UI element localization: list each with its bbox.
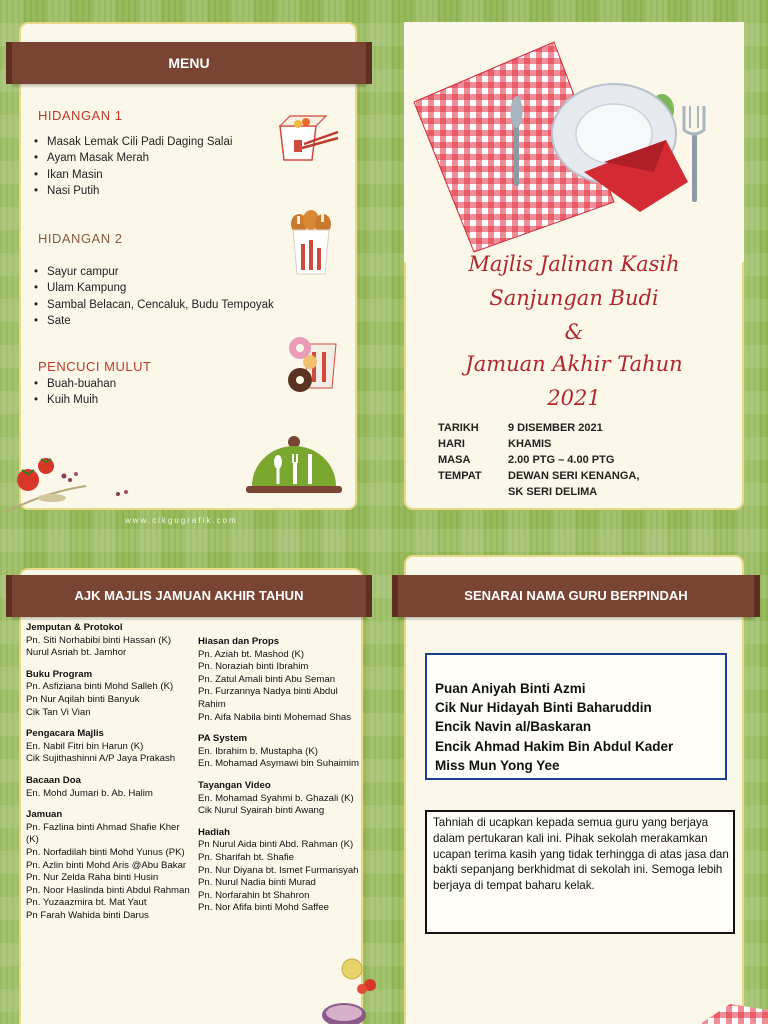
- dish-item: • Masak Lemak Cili Padi Daging Salai: [34, 134, 232, 150]
- dish-item: • Buah-buahan: [34, 376, 116, 392]
- committee-member: Pn. Aifa Nabila binti Mohemad Shas: [198, 711, 352, 723]
- transfer-teachers-panel: [404, 555, 744, 1024]
- dish-item: • Sayur campur: [34, 264, 274, 280]
- info-label: HARI: [438, 438, 465, 450]
- committee-member: En. Mohamad Syahmi b. Ghazali (K): [198, 792, 354, 804]
- committee-member: Pn Nurul Aida binti Abd. Rahman (K): [198, 839, 354, 851]
- course-list-3: [34, 376, 116, 409]
- committee-member: En. Mohamad Asymawi bin Suhaimim: [198, 758, 360, 770]
- committee-member: Cik Tan Vi Vian: [26, 706, 91, 718]
- dish-item: • Sambal Belacan, Cencaluk, Budu Tempoyak: [34, 297, 274, 313]
- committee-member: Pn. Nor Afifa binti Mohd Saffee: [198, 902, 330, 914]
- committee-member: Pn. Fazlina binti Ahmad Shafie Kher (K): [26, 821, 180, 846]
- event-title-line-1: Majlis Jalinan Kasih: [468, 252, 680, 276]
- dish-item: • Ulam Kampung: [34, 280, 274, 296]
- committee-member: Pn. Sharifah bt. Shafie: [198, 851, 294, 863]
- teacher-name: Encik Navin al/Baskaran: [435, 719, 592, 735]
- course-list-2: [34, 264, 274, 329]
- committee-member: Pn. Furzannya Nadya binti Abdul Rahim: [198, 686, 338, 710]
- gingham-corner-decoration: [690, 1000, 768, 1024]
- info-value: DEWAN SERI KENANGA,: [508, 470, 640, 482]
- noodle-box-icon: [276, 114, 340, 166]
- info-row-date: [438, 422, 603, 434]
- info-row-venue-2: [438, 486, 597, 498]
- committee-group: [26, 809, 194, 922]
- menu-title-ribbon: MENU: [12, 42, 366, 84]
- committee-right-column: [198, 636, 366, 924]
- info-row-time: [438, 454, 614, 466]
- info-row-venue: [438, 470, 639, 482]
- info-label: TEMPAT: [438, 470, 482, 482]
- course-heading-2: HIDANGAN 2: [38, 231, 123, 246]
- info-label: MASA: [438, 454, 471, 466]
- committee-member: Pn. Noraziah binti Ibrahim: [198, 661, 309, 673]
- info-label: TARIKH: [438, 422, 479, 434]
- chicken-bucket-icon: [287, 210, 335, 276]
- event-title-ampersand: &: [564, 320, 584, 344]
- event-title-line-2: Sanjungan Budi: [489, 286, 659, 310]
- committee-group-title: Tayangan Video: [198, 779, 271, 791]
- info-value: 2.00 PTG – 4.00 PTG: [508, 454, 615, 466]
- committee-group-title: Buku Program: [26, 668, 93, 680]
- committee-member: Pn. Yuzaazmira bt. Mat Yaut: [26, 897, 147, 909]
- congratulations-message: Tahniah di ucapkan kepada semua guru yang berjaya dalam pertukaran kali ini. Pihak sekolah merakamkan ucapan terima kasih yang tidak terhingga di atas jasa dan bakti sepanjang berkhidmat di sekolah ini. Semoga lebih berjaya di tempat baharu kelak.: [425, 810, 735, 934]
- committee-member: Cik Nurul Syairah binti Awang: [198, 805, 325, 817]
- teacher-name: Encik Ahmad Hakim Bin Abdul Kader: [435, 738, 674, 754]
- course-heading-3: PENCUCI MULUT: [38, 359, 152, 374]
- committee-left-column: [26, 622, 194, 931]
- committee-member: Pn. Nur Diyana bt. Ismet Furmansyah: [198, 864, 359, 876]
- committee-group: [26, 775, 194, 800]
- committee-member: En. Nabil Fitri bin Harun (K): [26, 740, 144, 752]
- dish-item: • Kuih Muih: [34, 392, 116, 408]
- food-bowl-decoration-icon: [318, 955, 388, 1024]
- committee-member: En. Mohd Jumari b. Ab. Halim: [26, 787, 153, 799]
- committee-member: Pn. Asfiziana binti Mohd Salleh (K): [26, 681, 174, 693]
- committee-title-ribbon: AJK MAJLIS JAMUAN AKHIR TAHUN: [12, 575, 366, 617]
- committee-member: Nurul Asriah bt. Jamhor: [26, 647, 127, 659]
- committee-group: [198, 827, 366, 915]
- event-title-year: 2021: [547, 386, 601, 410]
- info-row-day: [438, 438, 551, 450]
- dessert-icon: [286, 330, 338, 394]
- committee-member: Pn. Azlin binti Mohd Aris @Abu Bakar: [26, 859, 187, 871]
- committee-member: Pn. Norfadilah binti Mohd Yunus (PK): [26, 846, 185, 858]
- committee-group-title: Hadiah: [198, 826, 230, 838]
- committee-group: [198, 780, 366, 818]
- committee-group-title: PA System: [198, 733, 248, 745]
- committee-group-title: Jamuan: [26, 809, 63, 821]
- committee-member: Pn. Nurul Nadia binti Murad: [198, 877, 316, 889]
- committee-group-title: Bacaan Doa: [26, 774, 81, 786]
- committee-group: [198, 636, 366, 724]
- committee-group: [198, 733, 366, 771]
- dish-item: • Nasi Putih: [34, 183, 232, 199]
- committee-member: Pn. Nur Zelda Raha binti Husin: [26, 872, 159, 884]
- committee-group-title: Pengacara Majlis: [26, 728, 104, 740]
- committee-member: Pn Nur Aqilah binti Banyuk: [26, 693, 140, 705]
- committee-member: Pn. Norfarahin bt Shahron: [198, 889, 310, 901]
- committee-group: [26, 669, 194, 719]
- committee-member: Pn. Siti Norhabibi binti Hassan (K): [26, 634, 172, 646]
- teacher-name: Miss Mun Yong Yee: [435, 757, 560, 773]
- teacher-names-box: [425, 653, 727, 780]
- food-cloche-icon: [246, 434, 342, 496]
- committee-group-title: Jemputan & Protokol: [26, 622, 123, 633]
- committee-group-title: Hiasan dan Props: [198, 636, 280, 647]
- tomato-decoration-icon: [6, 452, 136, 524]
- event-title-line-3: Jamuan Akhir Tahun: [465, 352, 683, 376]
- committee-group: [26, 728, 194, 766]
- committee-group: [26, 622, 194, 660]
- committee-member: Pn. Zatul Amali binti Abu Seman: [198, 673, 336, 685]
- dish-item: • Sate: [34, 313, 274, 329]
- info-value: KHAMIS: [508, 438, 552, 450]
- info-value: 9 DISEMBER 2021: [508, 422, 603, 434]
- committee-member: En. Ibrahim b. Mustapha (K): [198, 745, 318, 757]
- info-value: SK SERI DELIMA: [508, 486, 598, 498]
- website-credit: www.cikgugrafik.com: [125, 516, 238, 525]
- transfer-title-ribbon: SENARAI NAMA GURU BERPINDAH: [398, 575, 754, 617]
- dish-item: • Ayam Masak Merah: [34, 150, 232, 166]
- committee-member: Pn. Noor Haslinda binti Abdul Rahman: [26, 884, 190, 896]
- course-heading-1: HIDANGAN 1: [38, 108, 123, 123]
- course-list-1: [34, 134, 232, 199]
- dish-item: • Ikan Masin: [34, 167, 232, 183]
- committee-member: Cik Sujithashinni A/P Jaya Prakash: [26, 753, 176, 765]
- table-setting-illustration: [404, 22, 744, 262]
- committee-member: Pn. Aziah bt. Mashod (K): [198, 648, 305, 660]
- committee-member: Pn Farah Wahida binti Darus: [26, 909, 149, 921]
- teacher-name: Puan Aniyah Binti Azmi: [435, 681, 586, 696]
- teacher-name: Cik Nur Hidayah Binti Baharuddin: [435, 700, 652, 716]
